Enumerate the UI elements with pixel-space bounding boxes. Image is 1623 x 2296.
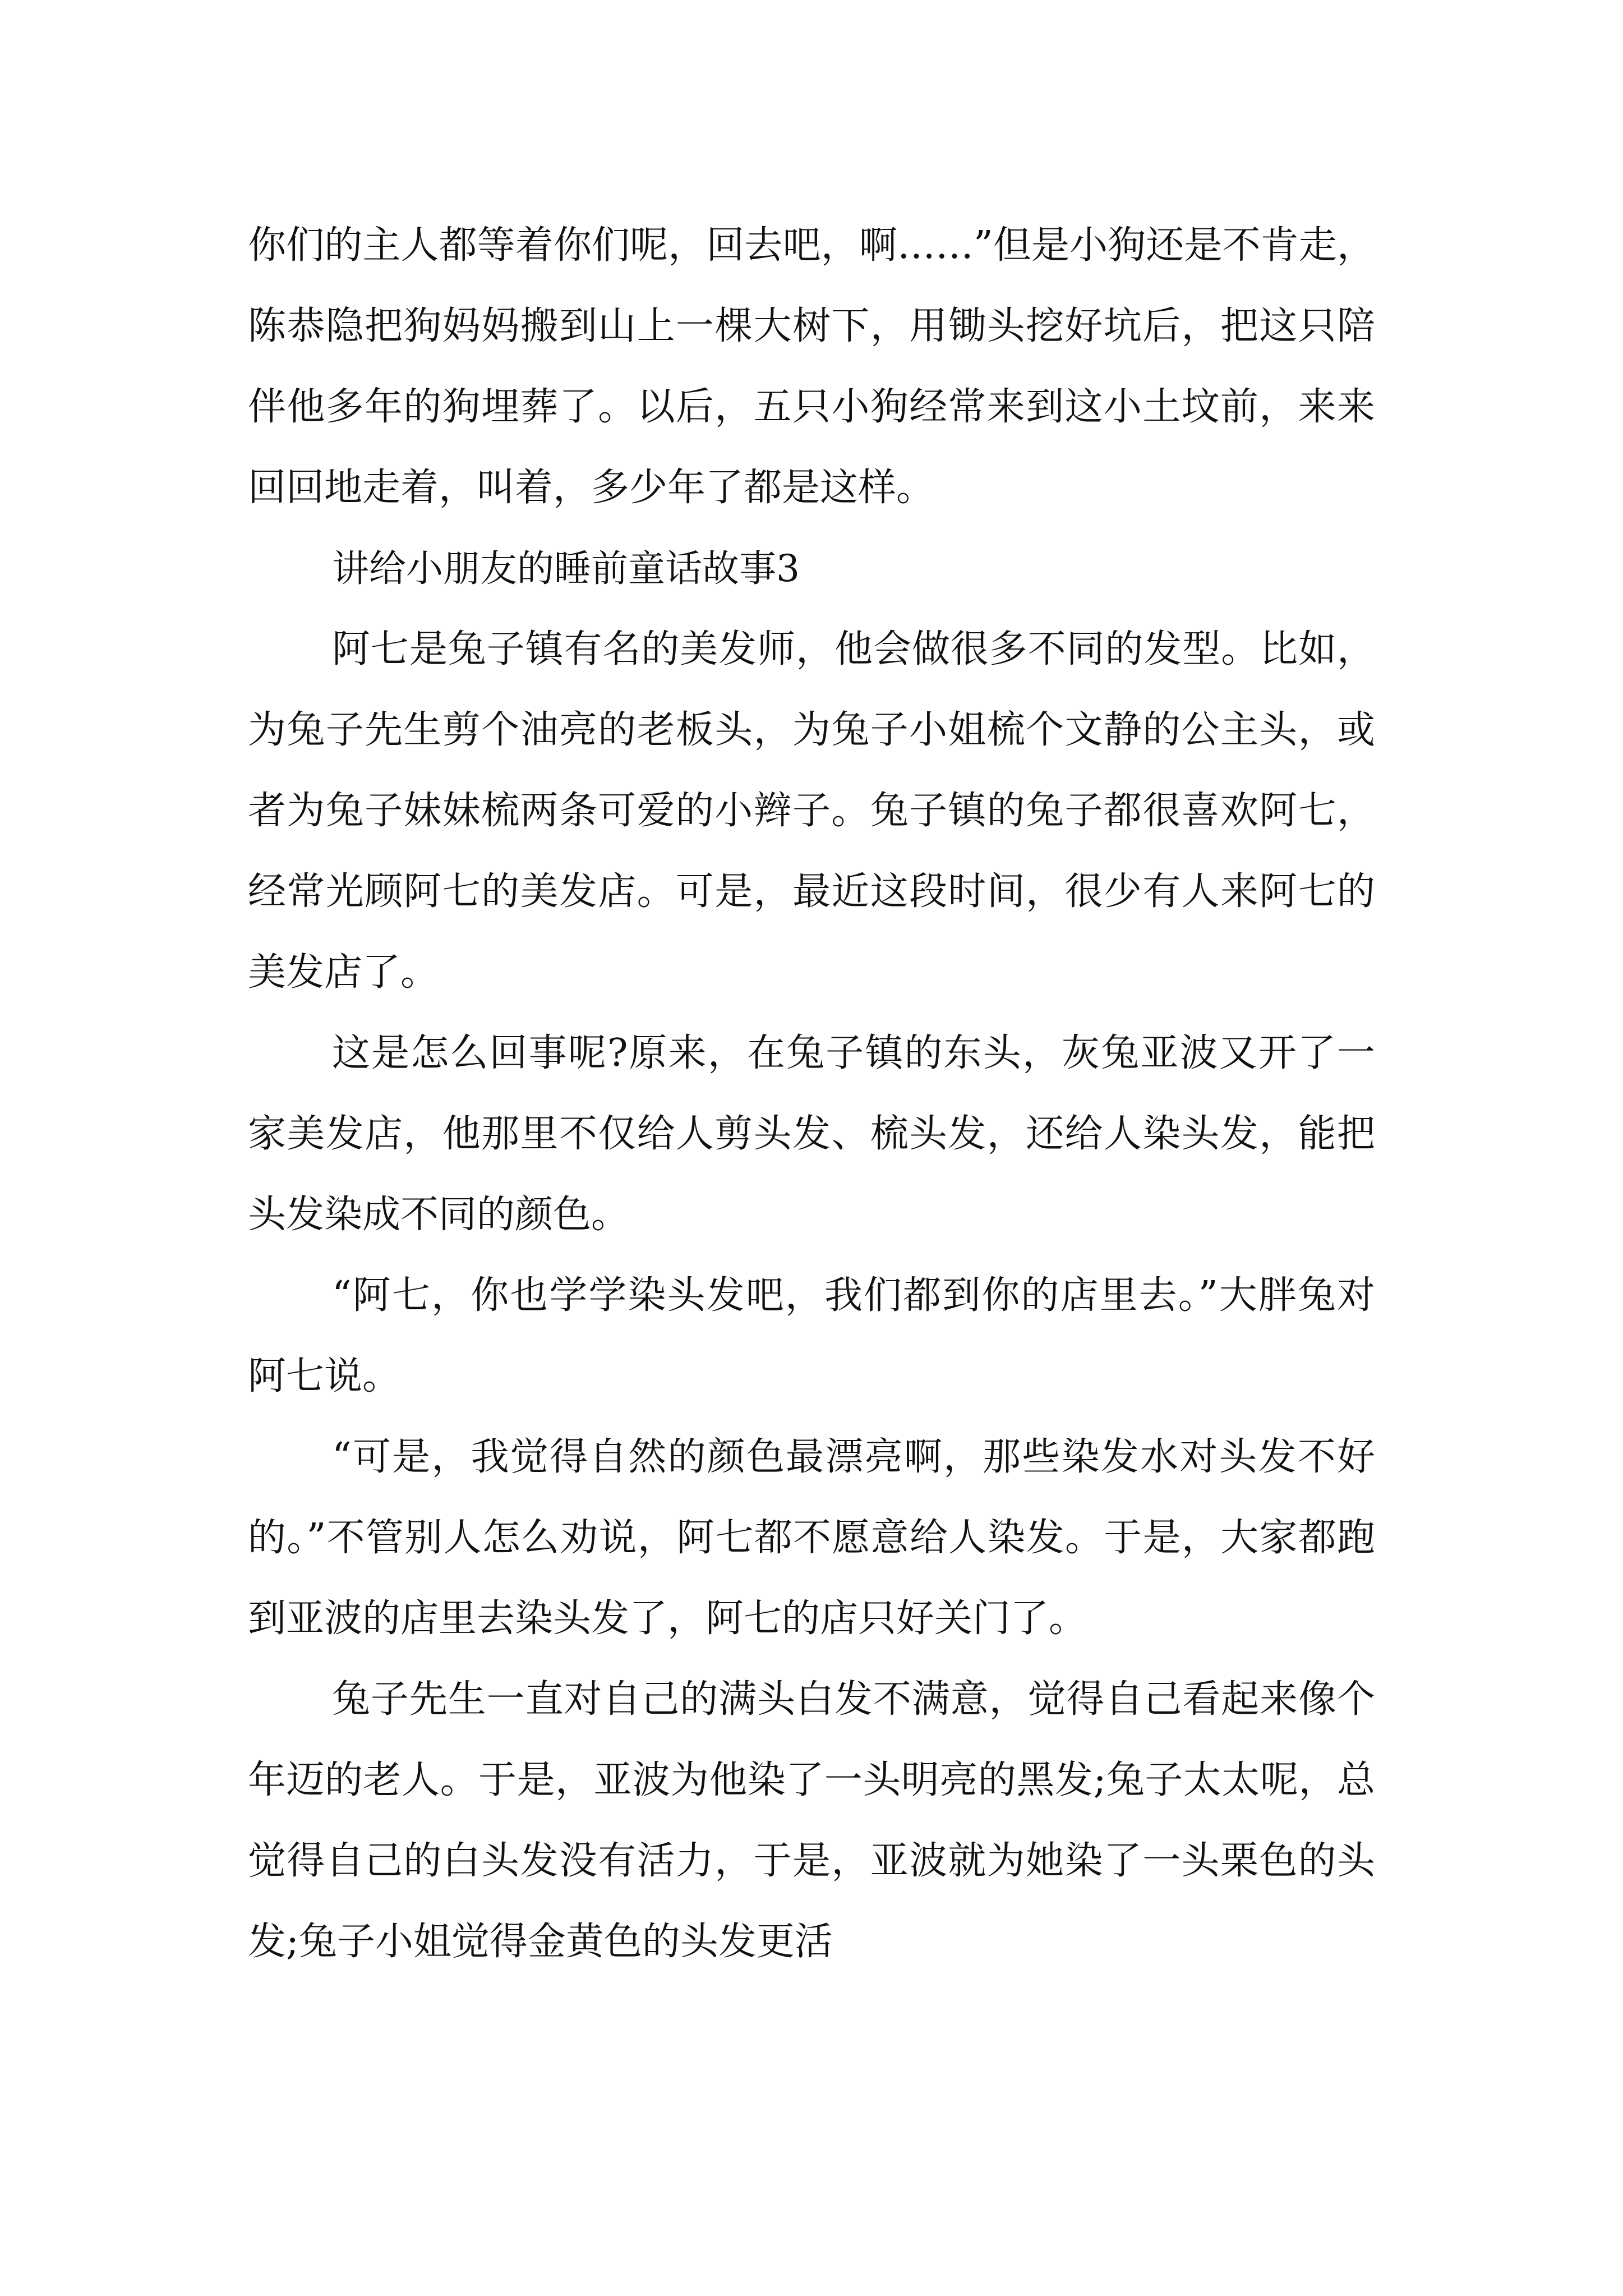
story-paragraph: “阿七，你也学学染头发吧，我们都到你的店里去。”大胖兔对阿七说。 (248, 1273, 1375, 1398)
section-title: 讲给小朋友的睡前童话故事3 (332, 547, 800, 590)
story-paragraph: “可是，我觉得自然的颜色最漂亮啊，那些染发水对头发不好的。”不管别人怎么劝说，阿七都不愿意给人染发。于是，大家都跑到亚波的店里去染头发了，阿七的店只好关门了。 (248, 1435, 1375, 1641)
story-paragraph: 兔子先生一直对自己的满头白发不满意，觉得自己看起来像个年迈的老人。于是，亚波为他染了一头明亮的黑发;兔子太太呢，总觉得自己的白头发没有活力，于是，亚波就为她染了一头栗色的头发;兔子小姐觉得金黄色的头发更活 (248, 1677, 1375, 1964)
document-page (248, 205, 1375, 1982)
story-paragraph: 这是怎么回事呢?原来，在兔子镇的东头，灰兔亚波又开了一家美发店，他那里不仅给人剪头发、梳头发，还给人染头发，能把头发染成不同的颜色。 (248, 1031, 1375, 1237)
story-paragraph: 阿七是兔子镇有名的美发师，他会做很多不同的发型。比如，为兔子先生剪个油亮的老板头，为兔子小姐梳个文静的公主头，或者为兔子妹妹梳两条可爱的小辫子。兔子镇的兔子都很喜欢阿七，经常光顾阿七的美发店。可是，最近这段时间，很少有人来阿七的美发店了。 (248, 627, 1375, 995)
opening-paragraph: 你们的主人都等着你们呢，回去吧，啊……”但是小狗还是不肯走，陈恭隐把狗妈妈搬到山上一棵大树下，用锄头挖好坑后，把这只陪伴他多年的狗埋葬了。以后，五只小狗经常来到这小土坟前，来来回回地走着，叫着，多少年了都是这样。 (248, 223, 1375, 510)
